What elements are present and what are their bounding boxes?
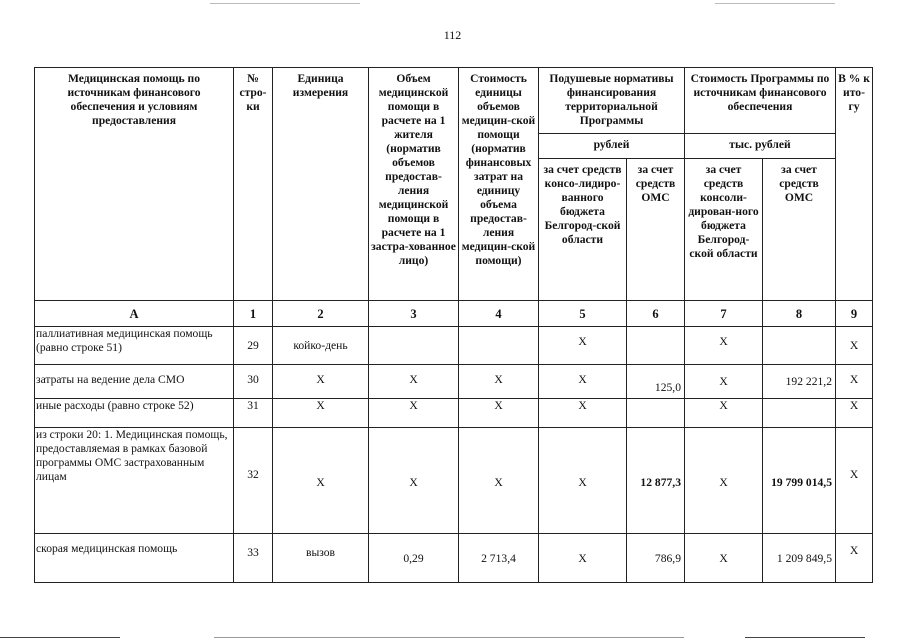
row-col-8: 192 221,2 [763, 365, 836, 399]
row-col-8 [763, 327, 836, 365]
header-row-1 [35, 68, 873, 134]
scan-edge-line-bottom-middle [214, 637, 684, 638]
row-col-9: Х [836, 534, 873, 583]
row-unit: койко-день [273, 327, 369, 365]
row-col-8: 19 799 014,5 [763, 428, 836, 534]
row-line-number: 32 [234, 428, 273, 534]
row-label: скорая медицинская помощь [35, 534, 234, 583]
index-cell: А [35, 301, 234, 327]
header-col-8: за счет средств ОМС [763, 159, 836, 301]
row-col-6 [627, 399, 685, 428]
table-row [35, 365, 873, 399]
row-col-7: Х [685, 327, 763, 365]
column-index-row [35, 301, 873, 327]
row-col-7: Х [685, 428, 763, 534]
row-col-4: Х [459, 428, 539, 534]
index-cell: 5 [539, 301, 627, 327]
row-label: из строки 20: 1. Медицинская помощь, предоставляемая в рамках базовой программы ОМС застрахованным лицам [35, 428, 234, 534]
row-col-5: Х [539, 399, 627, 428]
row-col-6: 12 877,3 [627, 428, 685, 534]
row-col-3: 0,29 [369, 534, 459, 583]
index-cell: 1 [234, 301, 273, 327]
header-col-6: за счет средств ОМС [627, 159, 685, 301]
financing-table [34, 67, 873, 583]
header-col-4: Стоимость единицы объемов медицин-ской помощи (норматив финансовых затрат на единицу объема предостав-ления медицин-ской помощи) [459, 68, 539, 301]
header-group-cost: Стоимость Программы по источникам финансового обеспечения [685, 68, 836, 134]
row-unit: Х [273, 365, 369, 399]
row-label: паллиативная медицинская помощь (равно строке 51) [35, 327, 234, 365]
row-col-7: Х [685, 399, 763, 428]
row-col-7: Х [685, 365, 763, 399]
header-col-7: за счет средств консоли-дирован-ного бюджета Белгород-ской области [685, 159, 763, 301]
header-col-9: В % к ито-гу [836, 68, 873, 301]
header-col-2: Единица измерения [273, 68, 369, 301]
row-line-number: 30 [234, 365, 273, 399]
table-row [35, 327, 873, 365]
row-line-number: 33 [234, 534, 273, 583]
header-col-a: Медицинская помощь по источникам финансового обеспечения и условиям предоставления [35, 68, 234, 301]
page-number: 112 [443, 28, 462, 42]
row-col-5: Х [539, 428, 627, 534]
row-label: затраты на ведение дела СМО [35, 365, 234, 399]
row-col-6: 125,0 [627, 365, 685, 399]
row-col-3: Х [369, 399, 459, 428]
index-cell: 8 [763, 301, 836, 327]
row-line-number: 31 [234, 399, 273, 428]
row-col-7: Х [685, 534, 763, 583]
header-col-5: за счет средств консо-лидиро-ванного бюджета Белгород-ской области [539, 159, 627, 301]
header-col-1: № стро-ки [234, 68, 273, 301]
row-col-9: Х [836, 365, 873, 399]
scan-edge-line-top-left [210, 3, 360, 4]
row-col-3: Х [369, 428, 459, 534]
row-col-5: Х [539, 534, 627, 583]
row-col-4: Х [459, 399, 539, 428]
row-col-9: Х [836, 399, 873, 428]
row-col-8: 1 209 849,5 [763, 534, 836, 583]
scan-edge-line-top-right [715, 3, 835, 4]
row-unit: вызов [273, 534, 369, 583]
header-unit-rub: рублей [539, 134, 685, 159]
header-unit-thous: тыс. рублей [685, 134, 836, 159]
row-unit: Х [273, 428, 369, 534]
row-label: иные расходы (равно строке 52) [35, 399, 234, 428]
index-cell: 6 [627, 301, 685, 327]
header-col-3: Объем медицинской помощи в расчете на 1 жителя (норматив объемов предостав-ления медицинской помощи в расчете на 1 застра-хованное лицо) [369, 68, 459, 301]
scan-edge-line-bottom-left [0, 637, 120, 638]
row-line-number: 29 [234, 327, 273, 365]
row-col-3 [369, 327, 459, 365]
table-row [35, 534, 873, 583]
row-col-6: 786,9 [627, 534, 685, 583]
row-col-5: Х [539, 327, 627, 365]
header-group-norms: Подушевые нормативы финансирования территориальной Программы [539, 68, 685, 134]
row-col-4: 2 713,4 [459, 534, 539, 583]
index-cell: 3 [369, 301, 459, 327]
index-cell: 2 [273, 301, 369, 327]
row-col-4 [459, 327, 539, 365]
row-col-4: Х [459, 365, 539, 399]
row-col-6 [627, 327, 685, 365]
index-cell: 4 [459, 301, 539, 327]
table-row [35, 428, 873, 534]
row-col-9: Х [836, 428, 873, 534]
row-col-5: Х [539, 365, 627, 399]
row-col-3: Х [369, 365, 459, 399]
row-col-9: Х [836, 327, 873, 365]
scan-edge-line-bottom-right [745, 637, 865, 638]
index-cell: 9 [836, 301, 873, 327]
row-col-8 [763, 399, 836, 428]
row-unit: Х [273, 399, 369, 428]
table-row [35, 399, 873, 428]
index-cell: 7 [685, 301, 763, 327]
